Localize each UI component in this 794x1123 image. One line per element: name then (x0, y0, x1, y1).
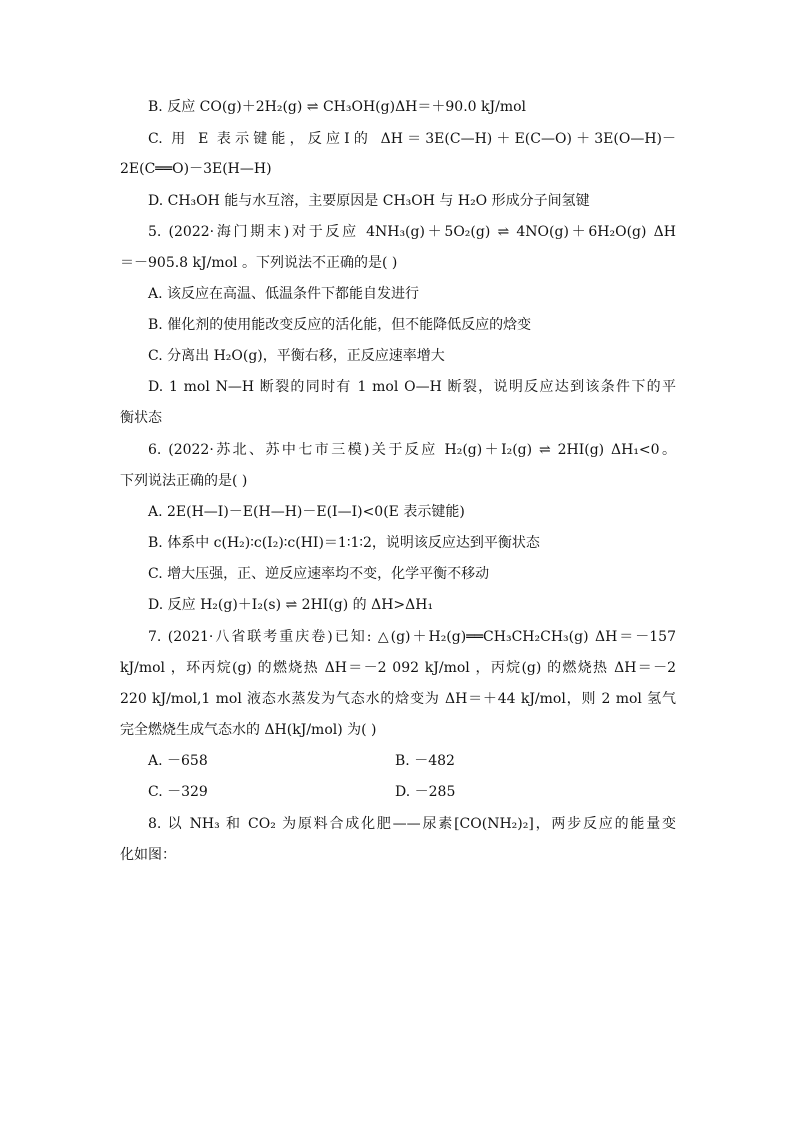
question-7-cont2: 220 kJ/mol,1 mol 液态水蒸发为气态水的焓变为 ΔH＝＋44 kJ/mol，则 2 mol 氢气 (120, 691, 676, 707)
question-6: 6. (2022·苏北、苏中七市三模)关于反应 H₂(g)＋I₂(g) ⇌ 2HI(g) ΔH₁<0。 (148, 442, 676, 458)
question-7: 7. (2021·八省联考重庆卷)已知: △(g)＋H₂(g)══CH₃CH₂CH₃(g) ΔH＝－157 (148, 629, 676, 645)
option-5d-cont: 衡状态 (120, 410, 162, 426)
option-row-7-1 (148, 751, 676, 771)
option-5a: A. 该反应在高温、低温条件下都能自发进行 (148, 286, 420, 302)
question-6-cont: 下列说法正确的是( ) (120, 473, 248, 489)
option-6d: D. 反应 H₂(g)＋I₂(s) ⇌ 2HI(g) 的 ΔH>ΔH₁ (148, 597, 434, 613)
option-5d: D. 1 mol N—H 断裂的同时有 1 mol O—H 断裂，说明反应达到该条件下的平 (148, 379, 676, 395)
option-5c: C. 分离出 H₂O(g)，平衡右移，正反应速率增大 (148, 348, 445, 364)
option-5b: B. 催化剂的使用能改变反应的活化能，但不能降低反应的焓变 (148, 317, 532, 333)
option-4c: C. 用 E 表示键能，反应Ⅰ的 ΔH＝3E(C—H)＋E(C—O)＋3E(O—H)－ (148, 131, 676, 147)
option-7d: D. －285 (395, 784, 456, 800)
question-8: 8. 以 NH₃ 和 CO₂ 为原料合成化肥——尿素[CO(NH₂)₂]，两步反应的能量变 (148, 816, 676, 832)
question-5: 5. (2022·海门期末)对于反应 4NH₃(g)＋5O₂(g) ⇌ 4NO(g)＋6H₂O(g) ΔH (148, 224, 676, 240)
option-4b: B. 反应 CO(g)＋2H₂(g) ⇌ CH₃OH(g)ΔH＝＋90.0 kJ/mol (148, 99, 526, 115)
option-6b: B. 体系中 c(H₂)∶c(I₂)∶c(HI)＝1∶1∶2，说明该反应达到平衡状态 (148, 535, 540, 551)
question-8-cont: 化如图： (120, 847, 176, 863)
question-7-cont3: 完全燃烧生成气态水的 ΔH(kJ/mol) 为( ) (120, 722, 377, 738)
option-6a: A. 2E(H—I)－E(H—H)－E(I—I)<0(E 表示键能) (148, 504, 465, 520)
question-5-cont: ＝－905.8 kJ/mol 。下列说法不正确的是( ) (120, 255, 398, 271)
option-6c: C. 增大压强，正、逆反应速率均不变，化学平衡不移动 (148, 566, 490, 582)
option-4d: D. CH₃OH 能与水互溶，主要原因是 CH₃OH 与 H₂O 形成分子间氢键 (148, 193, 590, 209)
option-row-7-2 (148, 782, 676, 802)
option-7a: A. －658 (148, 753, 208, 769)
option-7b: B. －482 (395, 753, 455, 769)
option-7c: C. －329 (148, 784, 208, 800)
option-4c-cont: 2E(C══O)－3E(H—H) (120, 161, 272, 177)
question-7-cont1: kJ/mol ，环丙烷(g) 的燃烧热 ΔH＝－2 092 kJ/mol ，丙烷(g) 的燃烧热 ΔH＝－2 (120, 660, 676, 676)
